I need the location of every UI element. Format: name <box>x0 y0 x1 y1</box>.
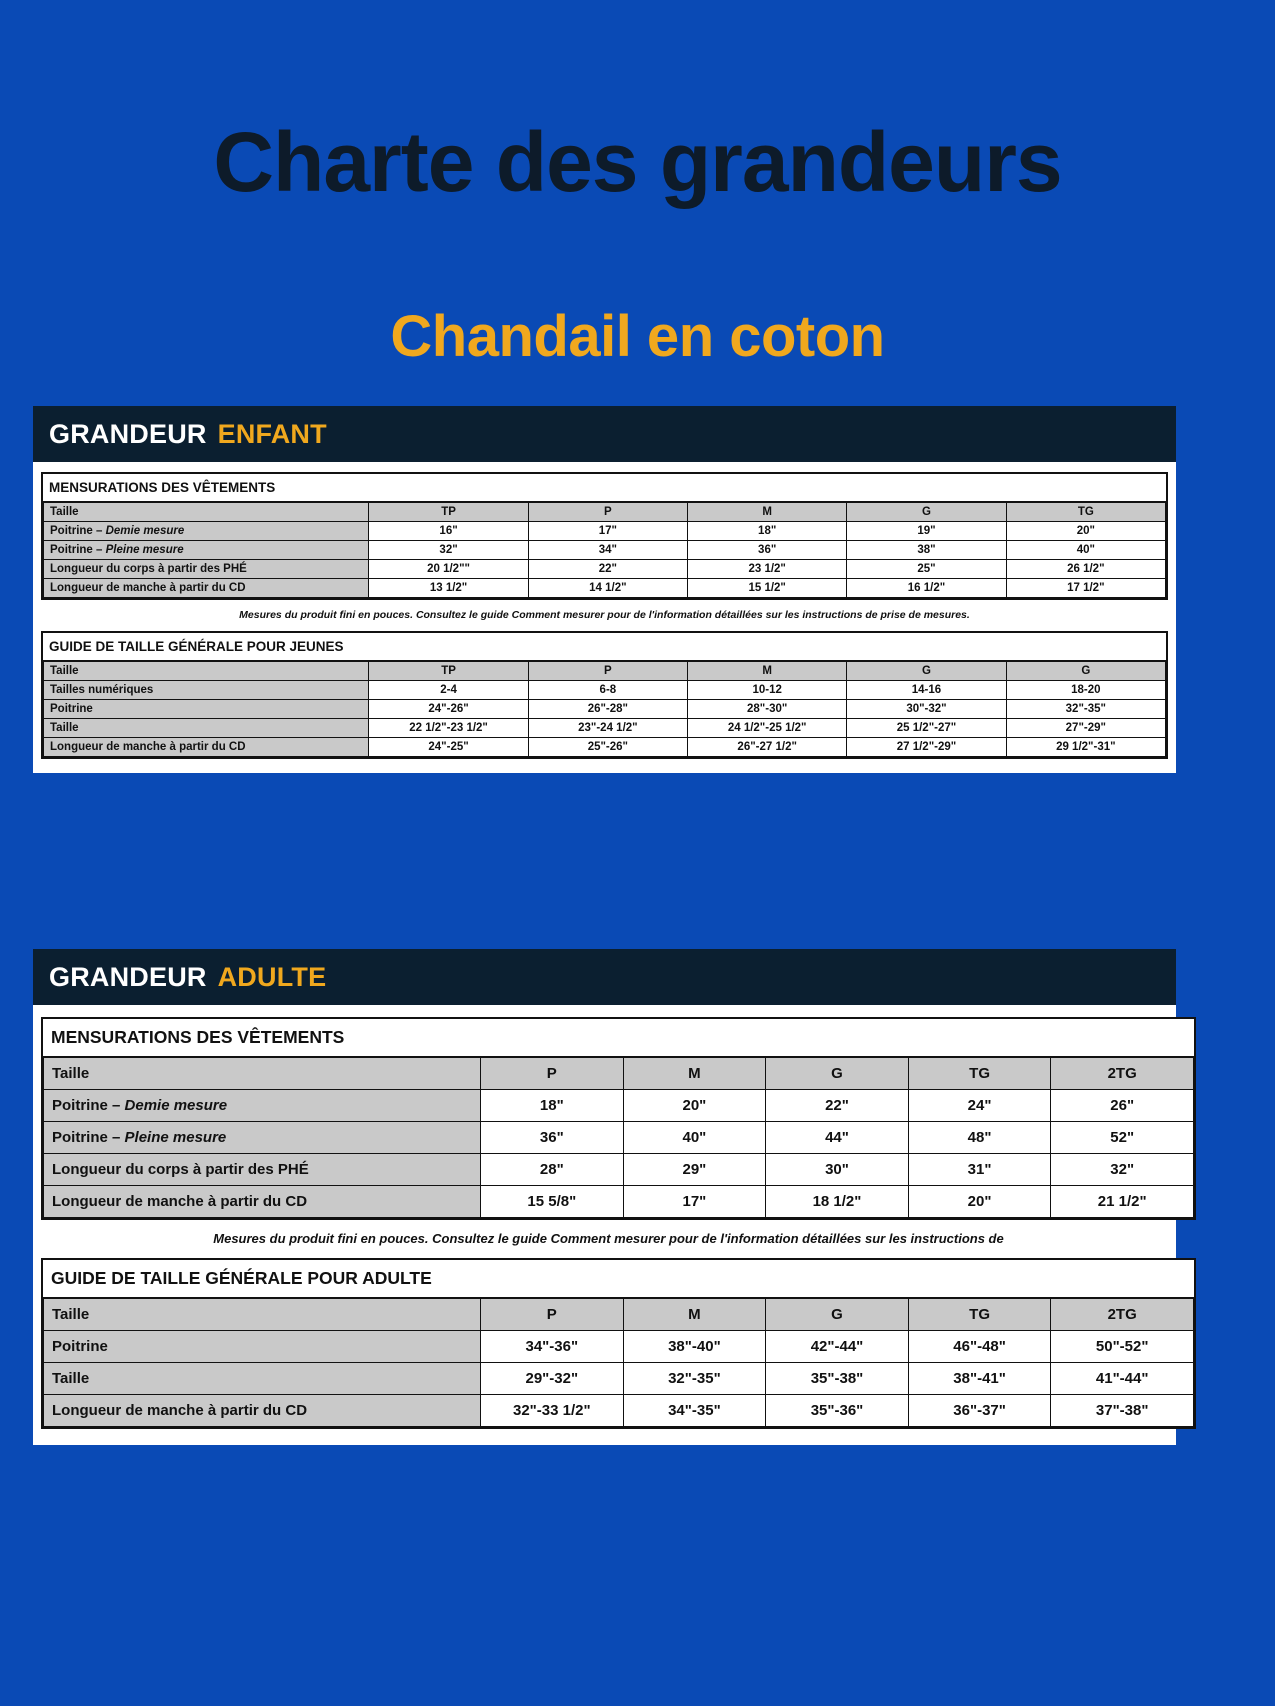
table-cell: 40" <box>623 1122 766 1154</box>
table-row <box>44 681 1166 700</box>
table-cell: 20 1/2"" <box>369 560 528 579</box>
table-row <box>44 579 1166 598</box>
row-label: Poitrine <box>44 700 369 719</box>
row-label: Poitrine – Demie mesure <box>44 1090 481 1122</box>
table-cell: 28"-30" <box>688 700 847 719</box>
column-header: TP <box>369 661 528 681</box>
column-header: TG <box>908 1057 1051 1090</box>
table-cell: 22 1/2"-23 1/2" <box>369 719 528 738</box>
column-header: P <box>481 1057 624 1090</box>
table-cell: 18" <box>481 1090 624 1122</box>
table-cell: 23"-24 1/2" <box>528 719 687 738</box>
table-cell: 26"-28" <box>528 700 687 719</box>
corner-label: Taille <box>44 1057 481 1090</box>
table-cell: 22" <box>766 1090 909 1122</box>
section-body-adulte <box>33 1005 1176 1445</box>
table-title: MENSURATIONS DES VÊTEMENTS <box>43 474 1166 501</box>
page-subtitle: Chandail en coton <box>390 303 885 369</box>
row-label: Taille <box>44 1363 481 1395</box>
table-cell: 20" <box>623 1090 766 1122</box>
section-body-enfant <box>33 462 1176 773</box>
column-header: TP <box>369 502 528 522</box>
size-table <box>41 1017 1196 1220</box>
column-header: 2TG <box>1051 1298 1194 1331</box>
table-cell: 16" <box>369 522 528 541</box>
column-header: TG <box>1006 502 1165 522</box>
row-label: Poitrine – Pleine mesure <box>44 1122 481 1154</box>
table-cell: 19" <box>847 522 1006 541</box>
column-header: P <box>528 502 687 522</box>
table-cell: 34"-35" <box>623 1395 766 1427</box>
table-footnote: Mesures du produit fini en pouces. Consultez le guide Comment mesurer pour de l'information détaillées sur les instructions de <box>213 1231 1004 1247</box>
measurements-table <box>43 1056 1194 1218</box>
table-row <box>44 1122 1194 1154</box>
section-label: GRANDEUR <box>49 961 207 992</box>
row-label: Longueur de manche à partir du CD <box>44 579 369 598</box>
corner-label: Taille <box>44 1298 481 1331</box>
column-header: G <box>766 1057 909 1090</box>
size-chart-page <box>0 56 1275 1706</box>
row-label: Longueur de manche à partir du CD <box>44 1395 481 1427</box>
column-header: P <box>481 1298 624 1331</box>
table-row <box>44 719 1166 738</box>
measurements-table <box>43 501 1166 598</box>
table-cell: 36" <box>481 1122 624 1154</box>
row-label: Longueur du corps à partir des PHÉ <box>44 560 369 579</box>
table-cell: 38"-41" <box>908 1363 1051 1395</box>
table-cell: 32"-35" <box>623 1363 766 1395</box>
corner-label: Taille <box>44 502 369 522</box>
section-value: ENFANT <box>217 418 327 449</box>
table-cell: 13 1/2" <box>369 579 528 598</box>
row-label: Longueur de manche à partir du CD <box>44 738 369 757</box>
table-cell: 44" <box>766 1122 909 1154</box>
table-cell: 32"-33 1/2" <box>481 1395 624 1427</box>
table-row <box>44 1090 1194 1122</box>
table-cell: 6-8 <box>528 681 687 700</box>
table-cell: 16 1/2" <box>847 579 1006 598</box>
table-cell: 18-20 <box>1006 681 1165 700</box>
column-header: 2TG <box>1051 1057 1194 1090</box>
table-row <box>44 522 1166 541</box>
table-cell: 25"-26" <box>528 738 687 757</box>
size-table <box>41 472 1168 600</box>
table-title: GUIDE DE TAILLE GÉNÉRALE POUR JEUNES <box>43 633 1166 660</box>
column-header: G <box>847 502 1006 522</box>
table-cell: 2-4 <box>369 681 528 700</box>
table-cell: 28" <box>481 1154 624 1186</box>
section-header-adulte <box>33 949 1176 1005</box>
table-cell: 27"-29" <box>1006 719 1165 738</box>
column-header: M <box>688 661 847 681</box>
column-header: G <box>1006 661 1165 681</box>
table-cell: 14-16 <box>847 681 1006 700</box>
table-cell: 24"-25" <box>369 738 528 757</box>
section-enfant <box>33 406 1176 773</box>
table-cell: 46"-48" <box>908 1331 1051 1363</box>
table-row <box>44 1395 1194 1427</box>
table-cell: 32" <box>369 541 528 560</box>
row-label: Tailles numériques <box>44 681 369 700</box>
table-title: MENSURATIONS DES VÊTEMENTS <box>43 1019 1194 1056</box>
table-cell: 26" <box>1051 1090 1194 1122</box>
table-cell: 24" <box>908 1090 1051 1122</box>
measurements-table <box>43 1297 1194 1427</box>
table-cell: 40" <box>1006 541 1165 560</box>
table-row <box>44 1363 1194 1395</box>
row-label: Longueur du corps à partir des PHÉ <box>44 1154 481 1186</box>
table-cell: 18 1/2" <box>766 1186 909 1218</box>
size-table <box>41 631 1168 759</box>
table-cell: 10-12 <box>688 681 847 700</box>
measurements-table <box>43 660 1166 757</box>
section-value: ADULTE <box>217 961 327 992</box>
table-cell: 32" <box>1051 1154 1194 1186</box>
table-cell: 52" <box>1051 1122 1194 1154</box>
table-cell: 35"-38" <box>766 1363 909 1395</box>
table-cell: 25" <box>847 560 1006 579</box>
table-header-row <box>44 1057 1194 1090</box>
table-cell: 38" <box>847 541 1006 560</box>
table-header-row <box>44 502 1166 522</box>
table-cell: 29 1/2"-31" <box>1006 738 1165 757</box>
table-row <box>44 560 1166 579</box>
column-header: M <box>623 1298 766 1331</box>
table-cell: 31" <box>908 1154 1051 1186</box>
table-cell: 24"-26" <box>369 700 528 719</box>
table-cell: 32"-35" <box>1006 700 1165 719</box>
table-cell: 17" <box>528 522 687 541</box>
table-cell: 15 1/2" <box>688 579 847 598</box>
table-cell: 26 1/2" <box>1006 560 1165 579</box>
table-cell: 14 1/2" <box>528 579 687 598</box>
table-cell: 48" <box>908 1122 1051 1154</box>
table-cell: 27 1/2"-29" <box>847 738 1006 757</box>
table-cell: 20" <box>1006 522 1165 541</box>
table-cell: 24 1/2"-25 1/2" <box>688 719 847 738</box>
column-header: P <box>528 661 687 681</box>
table-row <box>44 1331 1194 1363</box>
table-title: GUIDE DE TAILLE GÉNÉRALE POUR ADULTE <box>43 1260 1194 1297</box>
table-cell: 18" <box>688 522 847 541</box>
column-header: G <box>847 661 1006 681</box>
table-cell: 17 1/2" <box>1006 579 1165 598</box>
table-cell: 29"-32" <box>481 1363 624 1395</box>
table-cell: 25 1/2"-27" <box>847 719 1006 738</box>
table-cell: 50"-52" <box>1051 1331 1194 1363</box>
table-header-row <box>44 1298 1194 1331</box>
table-cell: 34"-36" <box>481 1331 624 1363</box>
table-row <box>44 541 1166 560</box>
table-cell: 35"-36" <box>766 1395 909 1427</box>
section-header-enfant <box>33 406 1176 462</box>
row-label: Poitrine – Demie mesure <box>44 522 369 541</box>
table-row <box>44 1186 1194 1218</box>
table-cell: 22" <box>528 560 687 579</box>
size-table <box>41 1258 1196 1429</box>
table-cell: 34" <box>528 541 687 560</box>
section-adulte <box>33 949 1176 1445</box>
table-cell: 26"-27 1/2" <box>688 738 847 757</box>
table-cell: 41"-44" <box>1051 1363 1194 1395</box>
row-label: Poitrine – Pleine mesure <box>44 541 369 560</box>
column-header: M <box>688 502 847 522</box>
section-label: GRANDEUR <box>49 418 207 449</box>
table-cell: 15 5/8" <box>481 1186 624 1218</box>
table-cell: 36" <box>688 541 847 560</box>
column-header: M <box>623 1057 766 1090</box>
table-row <box>44 700 1166 719</box>
table-header-row <box>44 661 1166 681</box>
table-cell: 17" <box>623 1186 766 1218</box>
table-footnote: Mesures du produit fini en pouces. Consultez le guide Comment mesurer pour de l'information détaillées sur les instructions de prise de mesures. <box>239 609 970 622</box>
table-cell: 36"-37" <box>908 1395 1051 1427</box>
page-title: Charte des grandeurs <box>213 115 1062 210</box>
column-header: TG <box>908 1298 1051 1331</box>
table-cell: 29" <box>623 1154 766 1186</box>
table-cell: 37"-38" <box>1051 1395 1194 1427</box>
table-cell: 38"-40" <box>623 1331 766 1363</box>
corner-label: Taille <box>44 661 369 681</box>
row-label: Longueur de manche à partir du CD <box>44 1186 481 1218</box>
table-cell: 23 1/2" <box>688 560 847 579</box>
table-row <box>44 1154 1194 1186</box>
row-label: Taille <box>44 719 369 738</box>
column-header: G <box>766 1298 909 1331</box>
table-cell: 20" <box>908 1186 1051 1218</box>
table-cell: 30" <box>766 1154 909 1186</box>
table-cell: 42"-44" <box>766 1331 909 1363</box>
table-cell: 21 1/2" <box>1051 1186 1194 1218</box>
row-label: Poitrine <box>44 1331 481 1363</box>
table-row <box>44 738 1166 757</box>
table-cell: 30"-32" <box>847 700 1006 719</box>
